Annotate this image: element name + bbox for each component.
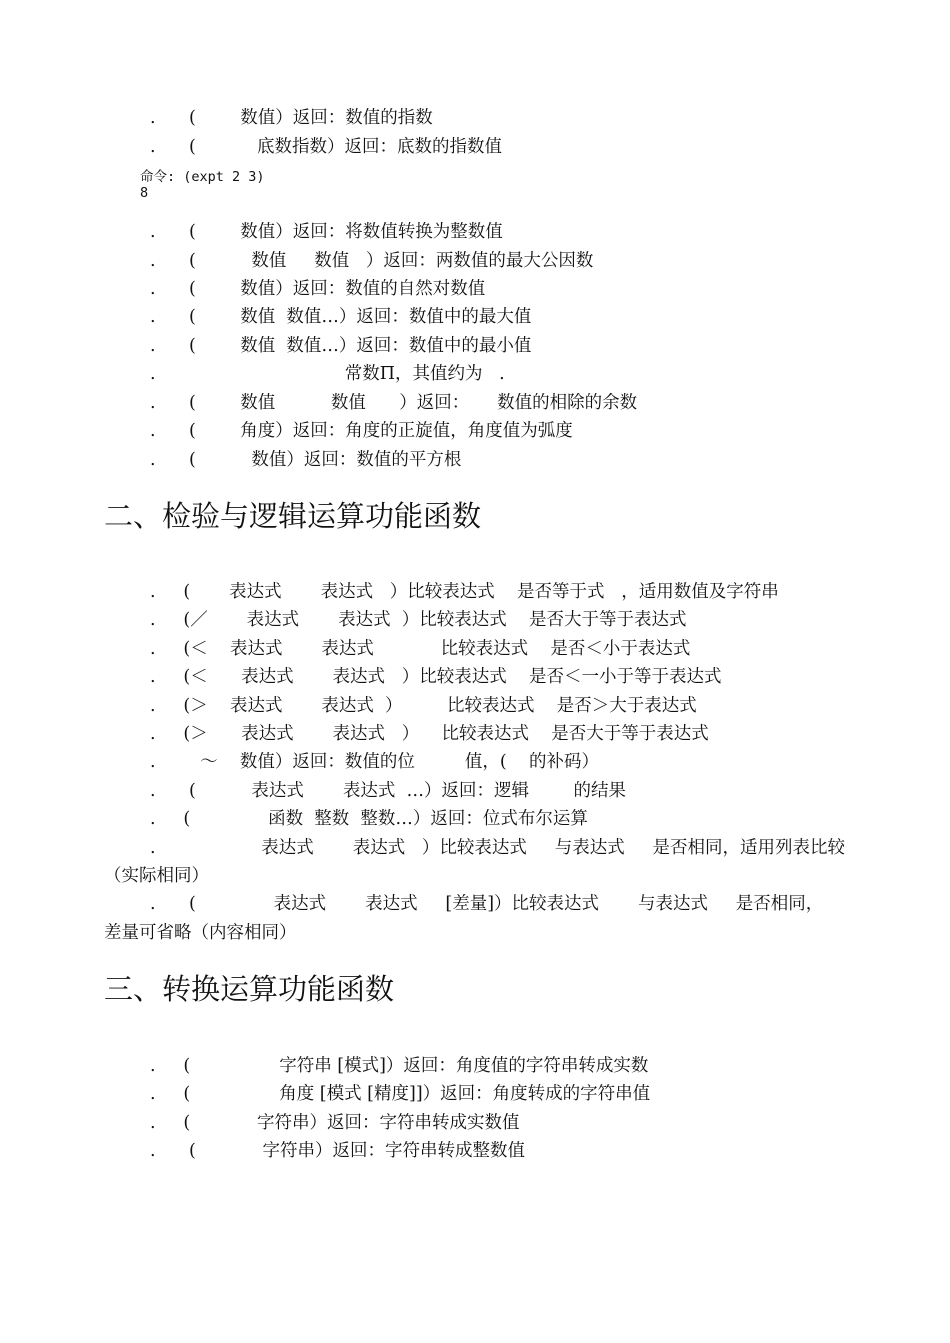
function-paragraph-line: . 表达式 表达式 ）比较表达式 与表达式 是否相同，适用列表比较 — [150, 838, 846, 858]
function-line: . ( 数值 数值 ）返回： 数值的相除的余数 — [150, 393, 638, 413]
function-line: . ( 数值）返回：数值的平方根 — [150, 450, 462, 470]
code-result: 8 — [140, 185, 149, 201]
function-line: . ( 角度 [模式 [精度]]）返回：角度转成的字符串值 — [150, 1084, 651, 1104]
function-line: . ( 数值）返回：将数值转换为整数值 — [150, 222, 503, 242]
function-line: . (／ 表达式 表达式 ）比较表达式 是否大于等于表达式 — [150, 610, 687, 630]
code-command: 命令: (expt 2 3) — [140, 169, 265, 185]
function-line: . ( 角度）返回：角度的正旋值，角度值为弧度 — [150, 421, 573, 441]
function-line: . ( 字符串）返回：字符串转成实数值 — [150, 1113, 520, 1133]
section-heading: 三、转换运算功能函数 — [104, 972, 395, 1006]
function-paragraph-continuation: 差量可省略（内容相同） — [104, 923, 297, 943]
function-line: . ( 表达式 表达式 …）返回：逻辑 的结果 — [150, 781, 626, 801]
function-line: . ( 字符串 [模式]）返回：角度值的字符串转成实数 — [150, 1056, 649, 1076]
function-line: . ( 字符串）返回：字符串转成整数值 — [150, 1141, 526, 1161]
function-paragraph-continuation: （实际相同） — [104, 866, 209, 886]
function-line: . 常数Π，其值约为 . — [150, 364, 505, 384]
function-line: . ( 数值 数值 ）返回：两数值的最大公因数 — [150, 251, 594, 271]
function-line: . ( 数值）返回：数值的指数 — [150, 108, 433, 128]
function-line: . ( 数值）返回：数值的自然对数值 — [150, 279, 486, 299]
function-line: . ( 表达式 表达式 ）比较表达式 是否等于式 ，适用数值及字符串 — [150, 582, 779, 602]
function-line: . ～ 数值）返回：数值的位 值，( 的补码） — [150, 752, 599, 772]
function-line: . (＜ 表达式 表达式 ）比较表达式 是否＜一小于等于表达式 — [150, 667, 722, 687]
function-line: . ( 数值 数值…）返回：数值中的最大值 — [150, 307, 532, 327]
function-line: . ( 数值 数值…）返回：数值中的最小值 — [150, 336, 532, 356]
section-heading: 二、检验与逻辑运算功能函数 — [104, 499, 482, 533]
function-line: . ( 函数 整数 整数…）返回：位式布尔运算 — [150, 809, 588, 829]
function-line: . ( 底数指数）返回：底数的指数值 — [150, 137, 502, 157]
function-line: . (＞ 表达式 表达式 ） 比较表达式 是否＞大于表达式 — [150, 696, 697, 716]
function-line: . (＞ 表达式 表达式 ） 比较表达式 是否大于等于表达式 — [150, 724, 709, 744]
function-line: . (＜ 表达式 表达式 比较表达式 是否＜小于表达式 — [150, 639, 691, 659]
function-paragraph-line: . ( 表达式 表达式 [差量]）比较表达式 与表达式 是否相同， — [150, 894, 824, 914]
